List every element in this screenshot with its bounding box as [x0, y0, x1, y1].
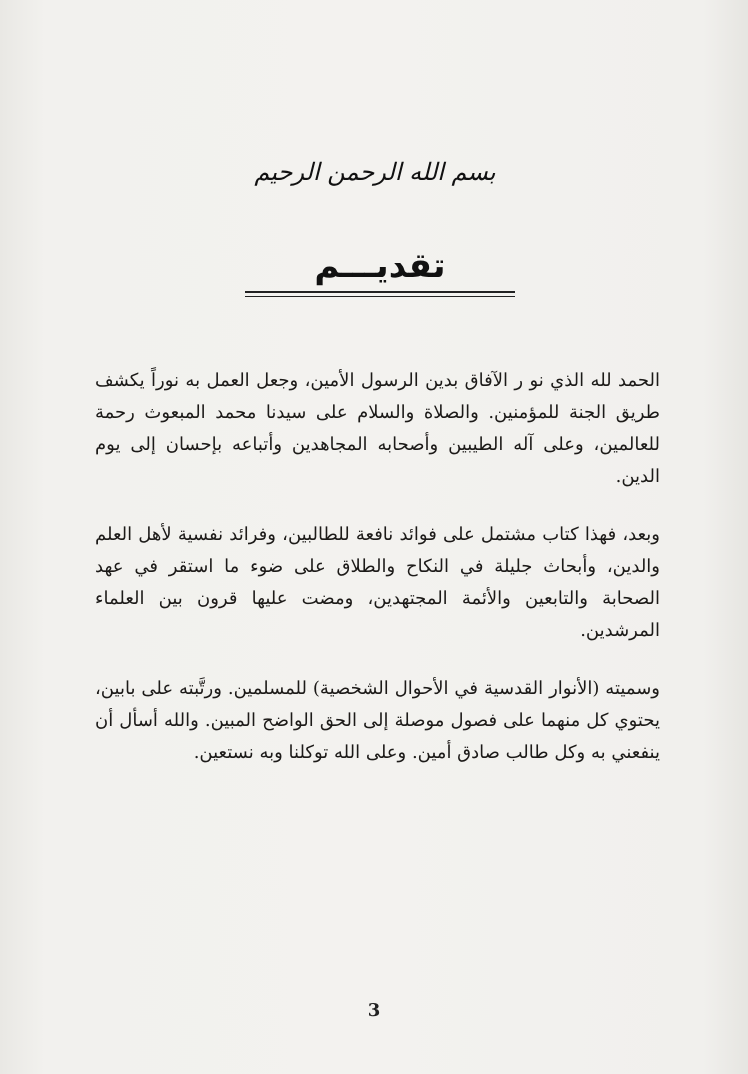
paragraph-3: وسميته (الأنوار القدسية في الأحوال الشخصية) للمسلمين. ورتَّبته على بابين، يحتوي كل منهما على فصول موصلة إلى الحق الواضح المبين. والله أسأل أن ينفعني به وكل طالب صادق أمين. وعلى الله توكلنا وبه نستعين.: [95, 678, 660, 763]
bismillah-text: بسم الله الرحمن الرحيم: [254, 158, 496, 186]
bismillah-calligraphy: [245, 150, 505, 220]
title-rule-thick: [245, 291, 515, 293]
page-title: تقديـــم: [314, 246, 446, 286]
body-text: [95, 365, 660, 795]
paragraph-1: الحمد لله الذي نو ر الآفاق بدين الرسول الأمين، وجعل العمل به نوراً يكشف طريق الجنة للمؤمنين. والصلاة والسلام على سيدنا محمد المبعوث رحمة للعالمين، وعلى آله الطيبين وأصحابه المجاهدين وأتباعه بإحسان إلى يوم الدين.: [95, 370, 660, 487]
paragraph-2: وبعد، فهذا كتاب مشتمل على فوائد نافعة للطالبين، وفرائد نفسية لأهل العلم والدين، وأبحاث جليلة في النكاح والطلاق على ضوء ما استقر في عهد الصحابة والتابعين والأئمة المجتهدين، ومضت عليها قرون بين العلماء المرشدين.: [95, 524, 660, 641]
title-rule-thin: [245, 296, 515, 297]
page-number: 3: [367, 1000, 381, 1021]
